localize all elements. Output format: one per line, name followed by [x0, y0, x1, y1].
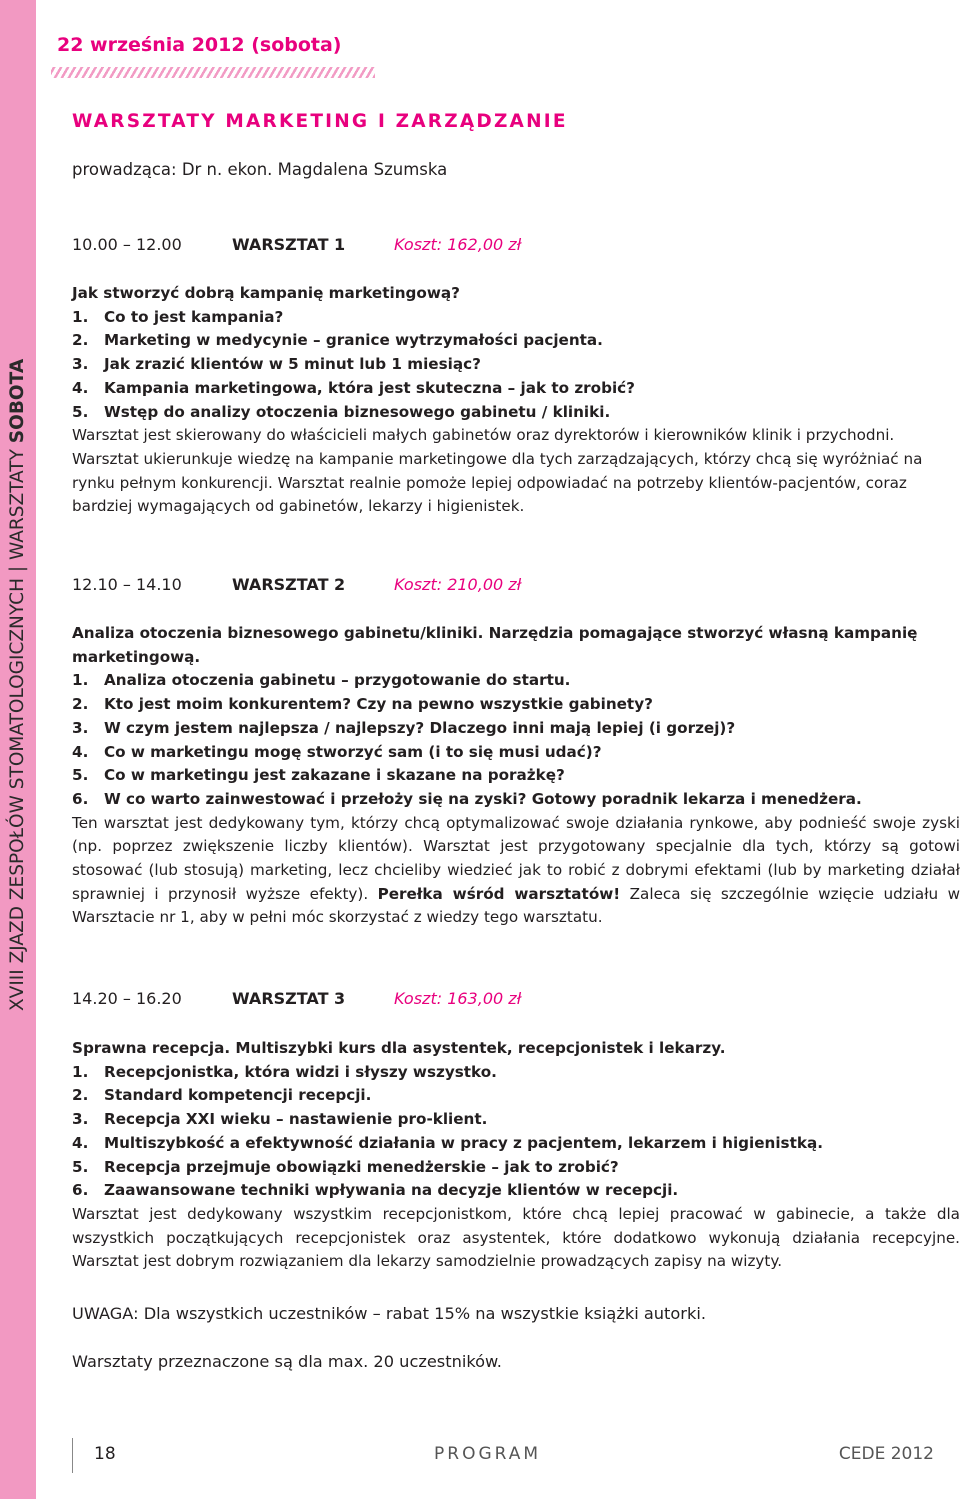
- workshop-agenda: [72, 306, 960, 425]
- footer-divider: [72, 1438, 73, 1473]
- workshop-agenda: [72, 669, 960, 811]
- agenda-number: 5.: [72, 1157, 89, 1176]
- sidebar-label-text: [0, 359, 36, 1011]
- agenda-number: 2.: [72, 1086, 89, 1105]
- agenda-item: [72, 1179, 960, 1203]
- agenda-item: [72, 1108, 960, 1132]
- agenda-item: [72, 788, 960, 812]
- workshop-description: [72, 812, 960, 931]
- description-text: Ten warsztat jest dedykowany tym, którzy chcą optymalizować swoje działania rynkowe, aby podnieść swoje zyski (np. poprzez zwiększenie liczby klientów). Warsztat jest przygotowany specjalnie dla tych, którzy są gotowi stosować (lub stosują) marketing, lecz chcieliby wiedzieć jak to robić z dobrymi efektami (lub by marketing działał sprawniej i przynosił wyższe efekty).: [72, 813, 960, 903]
- agenda-item: [72, 329, 960, 353]
- agenda-text: Co w marketingu mogę stworzyć sam (i to się musi udać)?: [104, 742, 602, 761]
- agenda-item: [72, 1084, 960, 1108]
- event-date: 22 września 2012 (sobota): [57, 34, 342, 56]
- agenda-text: Zaawansowane techniki wpływania na decyzje klientów w recepcji.: [104, 1181, 679, 1200]
- agenda-number: 1.: [72, 671, 89, 690]
- host-line: prowadząca: Dr n. ekon. Magdalena Szumska: [72, 160, 448, 179]
- workshop-description: Warsztat jest skierowany do właścicieli małych gabinetów oraz dyrektorów i kierowników klinik i przychodni. Warsztat ukierunkuje wiedzę na kampanie marketingowe dla tych zarządzających, którzy chcą się wyróżniać na rynku pełnym konkurencji. Warsztat realnie pomoże lepiej odpowiadać na potrzeby klientów-pacjentów, coraz bardziej wymagających od gabinetów, lekarzy i higienistek.: [72, 426, 923, 516]
- agenda-item: [72, 741, 960, 765]
- sidebar-label-plain: XVIII ZJAZD ZESPOŁÓW STOMATOLOGICZNYCH | WARSZTATY: [7, 443, 28, 1011]
- workshop-3-body: [72, 1037, 960, 1274]
- agenda-number: 1.: [72, 1062, 89, 1081]
- workshop-name: WARSZTAT 1: [232, 235, 346, 254]
- workshop-topic: Jak stworzyć dobrą kampanię marketingową?: [72, 284, 460, 302]
- workshop-name: WARSZTAT 2: [232, 575, 346, 594]
- agenda-item: [72, 669, 960, 693]
- agenda-number: 4.: [72, 1133, 89, 1152]
- agenda-text: Recepcja XXI wieku – nastawienie pro-klient.: [104, 1110, 488, 1129]
- agenda-text: Marketing w medycynie – granice wytrzymałości pacjenta.: [104, 331, 603, 350]
- agenda-text: Recepcja przejmuje obowiązki menedżerskie – jak to zrobić?: [104, 1157, 619, 1176]
- agenda-item: [72, 693, 960, 717]
- sidebar-vertical-label: [0, 0, 36, 1499]
- agenda-item: [72, 717, 960, 741]
- page-number: 18: [94, 1444, 116, 1464]
- workshop-2-body: [72, 622, 960, 930]
- workshop-time: 14.20 – 16.20: [72, 989, 182, 1008]
- agenda-text: Co to jest kampania?: [104, 307, 284, 326]
- agenda-text: Jak zrazić klientów w 5 minut lub 1 miesiąc?: [104, 355, 481, 374]
- agenda-number: 6.: [72, 789, 89, 808]
- workshop-cost: Koszt: 210,00 zł: [394, 575, 522, 594]
- footer-program-label: PROGRAM: [434, 1444, 542, 1464]
- agenda-item: [72, 1156, 960, 1180]
- workshop-cost: Koszt: 162,00 zł: [394, 235, 522, 254]
- workshop-time: 10.00 – 12.00: [72, 235, 182, 254]
- agenda-number: 1.: [72, 307, 89, 326]
- agenda-item: [72, 1132, 960, 1156]
- capacity-note: Warsztaty przeznaczone są dla max. 20 uczestników.: [72, 1352, 502, 1371]
- agenda-number: 2.: [72, 695, 89, 714]
- workshop-cost: Koszt: 163,00 zł: [394, 989, 522, 1008]
- workshop-description: Warsztat jest dedykowany wszystkim recepcjonistkom, które chcą lepiej pracować w gabinecie, a także dla wszystkich początkujących recepcjonistek oraz asystentek, które dodatkowo wykonują działania recepcyjne. Warsztat jest dobrym rozwiązaniem dla lekarzy samodzielnie prowadzących zapisy na wizyty.: [72, 1204, 960, 1271]
- agenda-text: Wstęp do analizy otoczenia biznesowego gabinetu / kliniki.: [104, 402, 611, 421]
- workshop-1-body: [72, 282, 960, 519]
- agenda-number: 6.: [72, 1181, 89, 1200]
- agenda-item: [72, 306, 960, 330]
- agenda-number: 5.: [72, 402, 89, 421]
- agenda-number: 3.: [72, 355, 89, 374]
- agenda-number: 3.: [72, 718, 89, 737]
- description-text: Zaleca się szczególnie wzięcie udziału w Warsztacie nr 1, aby w pełni móc skorzystać z wiedzy tego warsztatu.: [72, 884, 960, 927]
- discount-note: UWAGA: Dla wszystkich uczestników – rabat 15% na wszystkie książki autorki.: [72, 1304, 706, 1323]
- agenda-text: W co warto zainwestować i przełoży się na zyski? Gotowy poradnik lekarza i menedżera.: [104, 789, 862, 808]
- agenda-text: Recepcjonistka, która widzi i słyszy wszystko.: [104, 1062, 497, 1081]
- footer-event-label: CEDE 2012: [838, 1444, 934, 1464]
- workshop-topic: Sprawna recepcja. Multiszybki kurs dla asystentek, recepcjonistek i lekarzy.: [72, 1039, 726, 1057]
- agenda-number: 2.: [72, 331, 89, 350]
- section-title: WARSZTATY MARKETING I ZARZĄDZANIE: [72, 111, 568, 132]
- workshop-name: WARSZTAT 3: [232, 989, 346, 1008]
- agenda-item: [72, 401, 960, 425]
- agenda-text: Standard kompetencji recepcji.: [104, 1086, 372, 1105]
- agenda-text: W czym jestem najlepsza / najlepszy? Dlaczego inni mają lepiej (i gorzej)?: [104, 718, 736, 737]
- agenda-text: Multiszybkość a efektywność działania w pracy z pacjentem, lekarzem i higienistką.: [104, 1133, 823, 1152]
- workshop-agenda: [72, 1061, 960, 1203]
- agenda-item: [72, 764, 960, 788]
- agenda-text: Co w marketingu jest zakazane i skazane na porażkę?: [104, 766, 565, 785]
- workshop-time: 12.10 – 14.10: [72, 575, 182, 594]
- agenda-text: Kto jest moim konkurentem? Czy na pewno wszystkie gabinety?: [104, 695, 653, 714]
- sidebar-label-bold: SOBOTA: [7, 358, 28, 444]
- agenda-item: [72, 377, 960, 401]
- agenda-text: Analiza otoczenia gabinetu – przygotowanie do startu.: [104, 671, 571, 690]
- description-highlight: Perełka wśród warsztatów!: [377, 884, 621, 903]
- agenda-number: 4.: [72, 742, 89, 761]
- agenda-item: [72, 353, 960, 377]
- agenda-number: 3.: [72, 1110, 89, 1129]
- agenda-item: [72, 1061, 960, 1085]
- workshop-topic: Analiza otoczenia biznesowego gabinetu/kliniki. Narzędzia pomagające stworzyć własną kampanię marketingową.: [72, 624, 918, 666]
- decorative-stripe: [51, 67, 375, 78]
- agenda-number: 5.: [72, 766, 89, 785]
- agenda-number: 4.: [72, 378, 89, 397]
- agenda-text: Kampania marketingowa, która jest skuteczna – jak to zrobić?: [104, 378, 635, 397]
